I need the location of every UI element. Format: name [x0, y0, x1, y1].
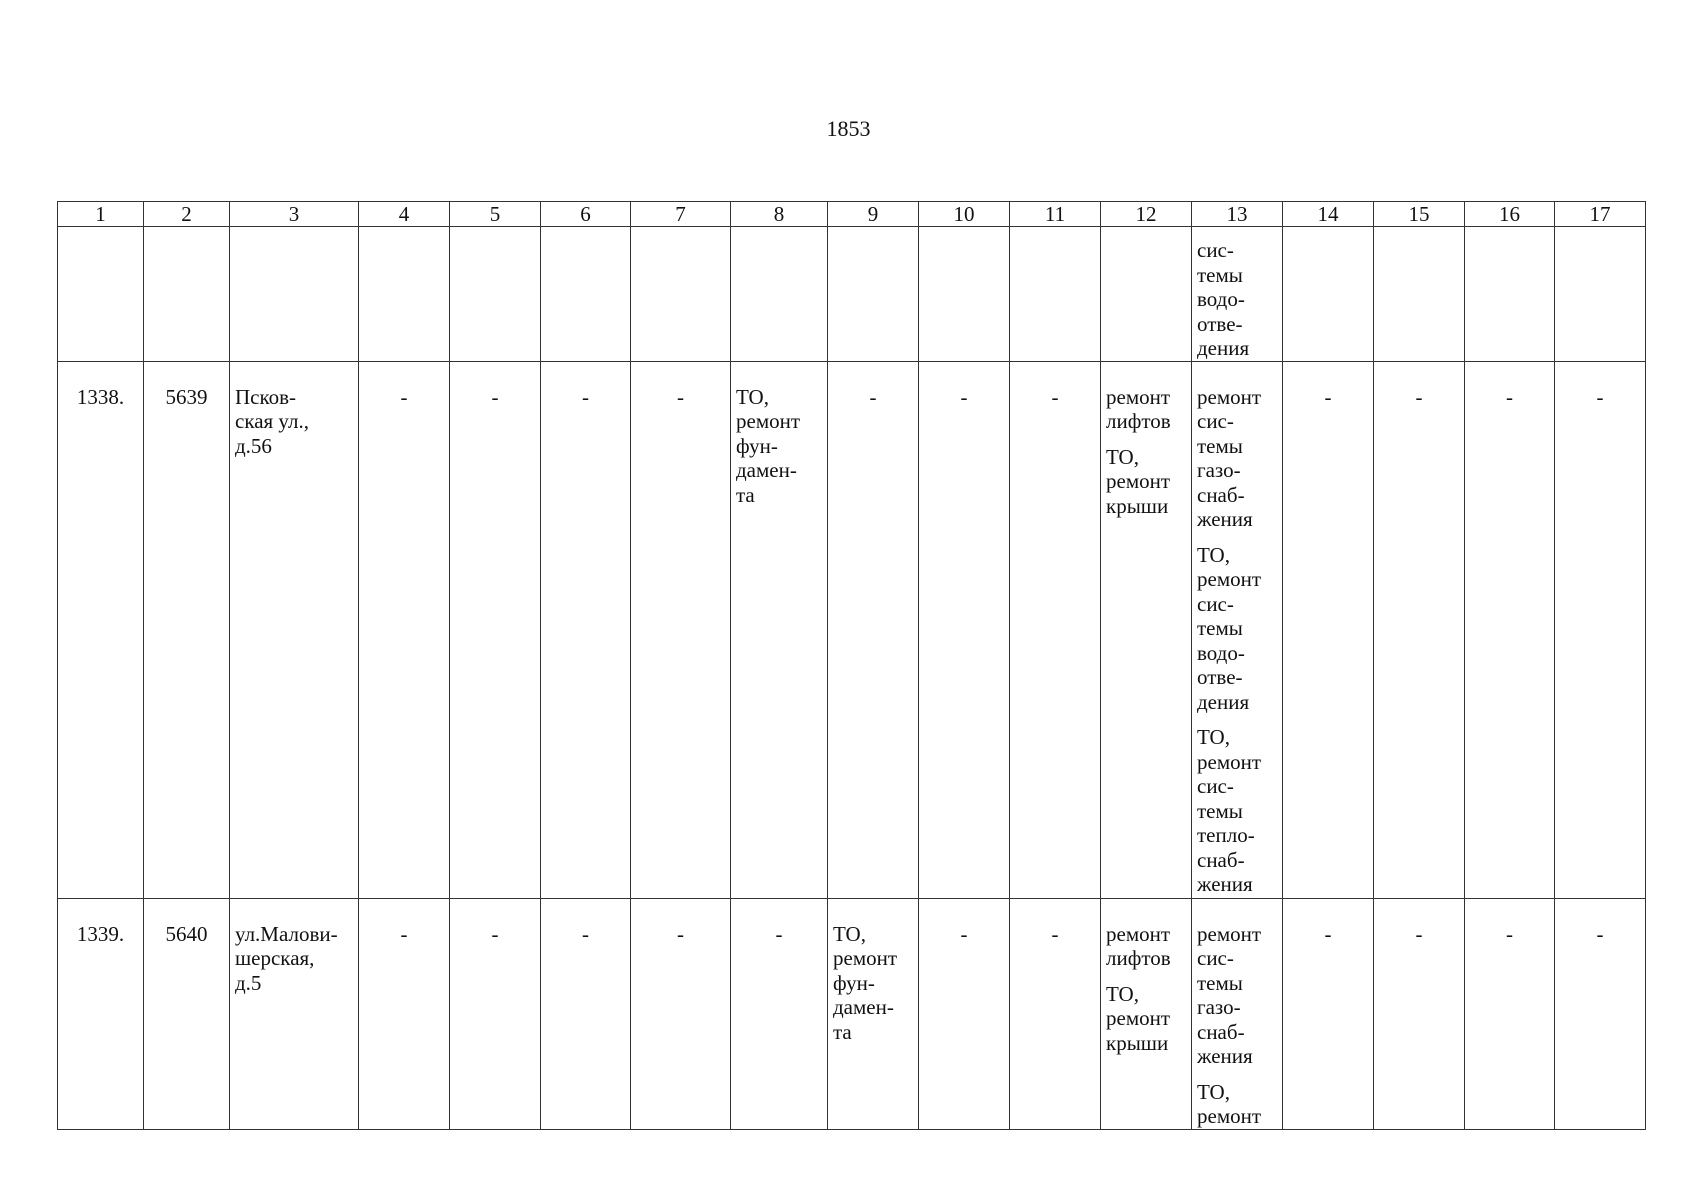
column-header: 15: [1374, 202, 1465, 227]
row-number: 1338.: [58, 361, 144, 898]
column-header: 14: [1283, 202, 1374, 227]
cell-value: -: [828, 361, 919, 898]
cell-value: -: [359, 898, 450, 1129]
cell-value: -: [919, 361, 1010, 898]
cell-value: -: [1374, 361, 1465, 898]
work-description: ТО, ремонт крыши: [1106, 444, 1171, 518]
cell-value: -: [359, 361, 450, 898]
work-description: ТО, ремонт сис- темы водо- отве- дения: [1197, 542, 1262, 714]
column-header: 2: [144, 202, 230, 227]
cell-value: -: [1010, 898, 1101, 1129]
column-header: 16: [1465, 202, 1555, 227]
cell-value: -: [919, 898, 1010, 1129]
work-description: ТО, ремонт: [1197, 1079, 1262, 1128]
cell-value: -: [1465, 898, 1555, 1129]
cell-value: -: [1010, 361, 1101, 898]
address: ул.Малови- шерская, д.5: [235, 921, 338, 995]
cell-value: -: [631, 898, 731, 1129]
cell-value: -: [541, 898, 631, 1129]
work-description: ремонт лифтов: [1106, 384, 1171, 433]
cell-value: -: [450, 898, 541, 1129]
column-header: 12: [1101, 202, 1192, 227]
column-header: 9: [828, 202, 919, 227]
cell-value: -: [1283, 898, 1374, 1129]
work-description: ремонт сис- темы газо- снаб- жения: [1197, 921, 1262, 1068]
work-description: ТО, ремонт фун- дамен- та: [736, 384, 801, 507]
work-description: ТО, ремонт сис- темы тепло- снаб- жения: [1197, 725, 1262, 896]
page-number: 1853: [826, 116, 871, 141]
cell-value: -: [541, 361, 631, 898]
column-header: 1: [58, 202, 144, 227]
continuation-row: [58, 227, 1646, 362]
building-code: 5639: [144, 361, 230, 898]
column-header: 11: [1010, 202, 1101, 227]
repair-schedule-table: [57, 201, 1646, 1130]
work-description: сис- темы водо- отве- дения: [1197, 238, 1250, 360]
table-row: [58, 898, 1646, 1129]
column-header: 13: [1192, 202, 1283, 227]
column-header: 3: [230, 202, 359, 227]
column-number-row: [58, 202, 1646, 227]
cell-value: -: [631, 361, 731, 898]
work-description: ремонт сис- темы газо- снаб- жения: [1197, 384, 1262, 531]
row-number: 1339.: [58, 898, 144, 1129]
cell-value: -: [450, 361, 541, 898]
work-description: ремонт лифтов: [1106, 921, 1171, 970]
column-header: 5: [450, 202, 541, 227]
address: Псков- ская ул., д.56: [235, 384, 309, 458]
cell-value: -: [1283, 361, 1374, 898]
cell-value: -: [731, 898, 828, 1129]
work-description: ТО, ремонт фун- дамен- та: [833, 921, 898, 1044]
cell-value: -: [1374, 898, 1465, 1129]
building-code: 5640: [144, 898, 230, 1129]
column-header: 10: [919, 202, 1010, 227]
table-row: [58, 361, 1646, 898]
work-description: ТО, ремонт крыши: [1106, 981, 1171, 1055]
cell-value: -: [1555, 361, 1646, 898]
cell-value: -: [1465, 361, 1555, 898]
cell-value: -: [1555, 898, 1646, 1129]
column-header: 7: [631, 202, 731, 227]
column-header: 17: [1555, 202, 1646, 227]
column-header: 4: [359, 202, 450, 227]
column-header: 8: [731, 202, 828, 227]
column-header: 6: [541, 202, 631, 227]
